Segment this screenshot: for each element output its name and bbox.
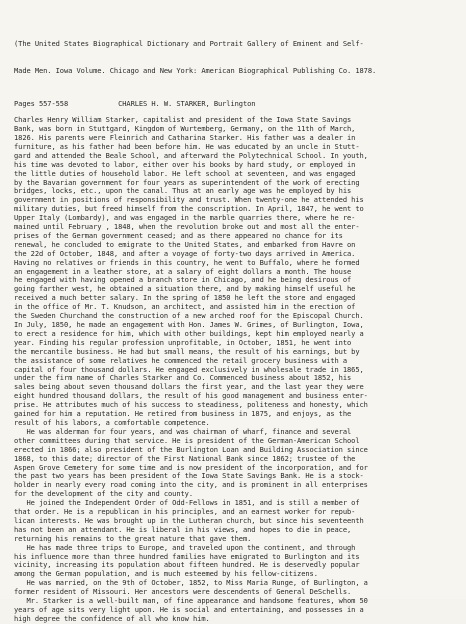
text-line: renewal, he concluded to emigrate to the United States, and embarked from Havre on — [14, 239, 356, 249]
text-line: the assistance of some relatives he commenced the retail grocery business with a — [14, 355, 348, 365]
text-line: returning his remains to the great nature that gave them. — [14, 533, 252, 543]
text-line: going farther west, he obtained a situation there, and by making himself useful he — [14, 284, 356, 294]
paragraph-1 — [14, 116, 456, 428]
text-line: vicinity, increasing its population about fifteen hundred. He is deservedly popular — [14, 560, 360, 570]
text-line: prise. He attributes much of his success to steadiness, politeness and honesty, which — [14, 400, 368, 410]
text-line: the mercantile business. He had but small means, the result of his earnings, but by — [14, 346, 360, 356]
text-line: government in positions of responsibility and trust. When twenty-one he attended his — [14, 195, 364, 205]
text-line: 1826. His parents were Fleinrich and Catharina Starker. His father was a dealer in — [14, 132, 356, 142]
text-line: He was married, on the 9th of October, 1852, to Miss Maria Runge, of Burlington, a — [14, 578, 368, 588]
paragraph-4 — [14, 544, 456, 580]
source-citation-line: Made Men. Iowa Volume. Chicago and New York: American Biographical Publishing Co. 1878. — [14, 65, 377, 75]
text-line: high degree the confidence of all who know him. — [14, 613, 210, 623]
text-line: Bank, was born in Stuttgard, Kingdom of Wurtemberg, Germany, on the 11th of March, — [14, 124, 356, 134]
text-line: holder in nearly every road coming into the city, and is prominent in all enterprises — [14, 480, 368, 490]
text-line: Having no relatives or friends in this country, he went to Buffalo, where he formed — [14, 257, 360, 267]
text-line: Mr. Starker is a well-built man, of fine appearance and handsome features, whom 50 — [14, 596, 368, 606]
source-citation-line: (The United States Biographical Dictionary and Portrait Gallery of Eminent and Self- — [14, 38, 364, 48]
text-line: to erect a residence for him, which with other buildings, kept him employed nearly a — [14, 328, 364, 338]
text-line: He was alderman for four years, and was chairman of wharf, finance and several — [14, 426, 352, 436]
text-line: capital of four thousand dollars. He engaged exclusively in wholesale trade in 1865, — [14, 364, 364, 374]
text-line: military duties, but freed himself from the conscription. In April, 1847, he went to — [14, 204, 364, 214]
text-line: years of age sits very light upon. He is social and entertaining, and possesses in a — [14, 605, 364, 614]
text-line: Aspen Grove Cemetery for some time and is now president of the incorporation, and for — [14, 462, 368, 472]
text-line: year. Finding his regular profession unprofitable, in October, 1851, he went into — [14, 337, 352, 347]
paragraph-2 — [14, 428, 456, 499]
text-line: other committees during that service. He is president of the German-American School — [14, 435, 360, 445]
text-line: an engagement in a leather store, at a salary of eight dollars a month. The house — [14, 266, 352, 276]
text-line: prises of the German government ceased; and as there appeared no chance for its — [14, 230, 343, 240]
text-line: the little duties of household labor. He left school at seventeen, and was engaged — [14, 168, 356, 178]
text-line: lican interests. He was brought up in the Lutheran church, but since his seventeenth — [14, 515, 364, 525]
text-line: that order. He is a republican in his principles, and an earnest worker for repub- — [14, 507, 356, 517]
text-line: his time was devoted to labor, either over his books by hard study, or employed in — [14, 159, 356, 169]
text-line: the past two years has been president of the Iowa State Savings Bank. He is a stock- — [14, 471, 364, 481]
entry-heading: CHARLES H. W. STARKER, Burlington — [118, 99, 256, 109]
text-line: sales being about seven thousand dollars the first year, and the last year they were — [14, 382, 364, 392]
text-line: received a much better salary. In the spring of 1850 he left the store and engaged — [14, 293, 356, 303]
text-line: 1868, to this date; director of the First National Bank since 1862; trustee of the — [14, 453, 356, 463]
text-line: former resident of Missouri. Her ancestors were descendents of General DeSchells. — [14, 587, 352, 597]
text-line: mained until February , 1848, when the revolution broke out and most all the enter- — [14, 222, 360, 232]
paragraph-5 — [14, 579, 456, 597]
text-line: his influence more than three hundred families have emigrated to Burlington and its — [14, 551, 360, 561]
text-line: result of his labors, a comfortable competence. — [14, 417, 210, 427]
text-line: He has made three trips to Europe, and traveled upon the continent, and through — [14, 542, 356, 552]
text-line: the 22d of October, 1848, and after a voyage of forty-two days arrived in America. — [14, 248, 356, 258]
text-line: In July, 1850, he made an engagement with Hon. James W. Grimes, of Burlington, Iowa, — [14, 320, 364, 329]
paragraph-3 — [14, 499, 456, 544]
text-line: bridges, locks, etc., upon the canal. Thus at an early age was he employed by his — [14, 186, 352, 196]
text-line: Upper Italy (Lombardy), and was engaged in the marble quarries there, where he re- — [14, 213, 356, 223]
text-line: by the Bavarian government for four years as superintendent of the work of erecting — [14, 177, 360, 187]
text-line: He joined the Independent Order of Odd-Fellows in 1851, and is still a member of — [14, 498, 360, 508]
entry-header — [14, 100, 456, 109]
text-line: furniture, as his father had been before him. He was educated by an uncle in Stutt- — [14, 141, 360, 151]
text-line: erected in 1866; also president of the Burlington Loan and Building Association since — [14, 444, 368, 454]
text-line: for the development of the city and county. — [14, 489, 193, 499]
text-line: gard and attended the Beale School, and afterward the Polytechnical School. In youth, — [14, 150, 368, 160]
text-line: eight hundred thousand dollars, the result of his good management and business enter- — [14, 391, 368, 401]
paragraph-6 — [14, 597, 456, 624]
text-line: he engaged with having opened a branch store in Chicago, and he being desirous of — [14, 275, 352, 285]
page-range: Pages 557-558 — [14, 99, 69, 109]
text-line: has not been an attendant. He is liberal in his views, and hopes to die in peace, — [14, 524, 352, 534]
text-line: among the German population, and is much esteemed by his fellow-citizens. — [14, 569, 318, 579]
text-line: the Sweden Churchand the construction of a new arched roof for the Episcopal Church. — [14, 311, 364, 321]
text-line: Charles Henry William Starker, capitalist and president of the Iowa State Savings — [14, 115, 352, 125]
text-line: under the firm name of Charles Starker and Co. Commenced business about 1852, his — [14, 373, 352, 383]
source-citation — [14, 22, 456, 93]
text-line: gained for him a reputation. He retired from business in 1875, and enjoys, as the — [14, 409, 352, 419]
text-line: in the office of Mr. T. Knudson, an architect, and assisted him in the erection of — [14, 302, 356, 312]
